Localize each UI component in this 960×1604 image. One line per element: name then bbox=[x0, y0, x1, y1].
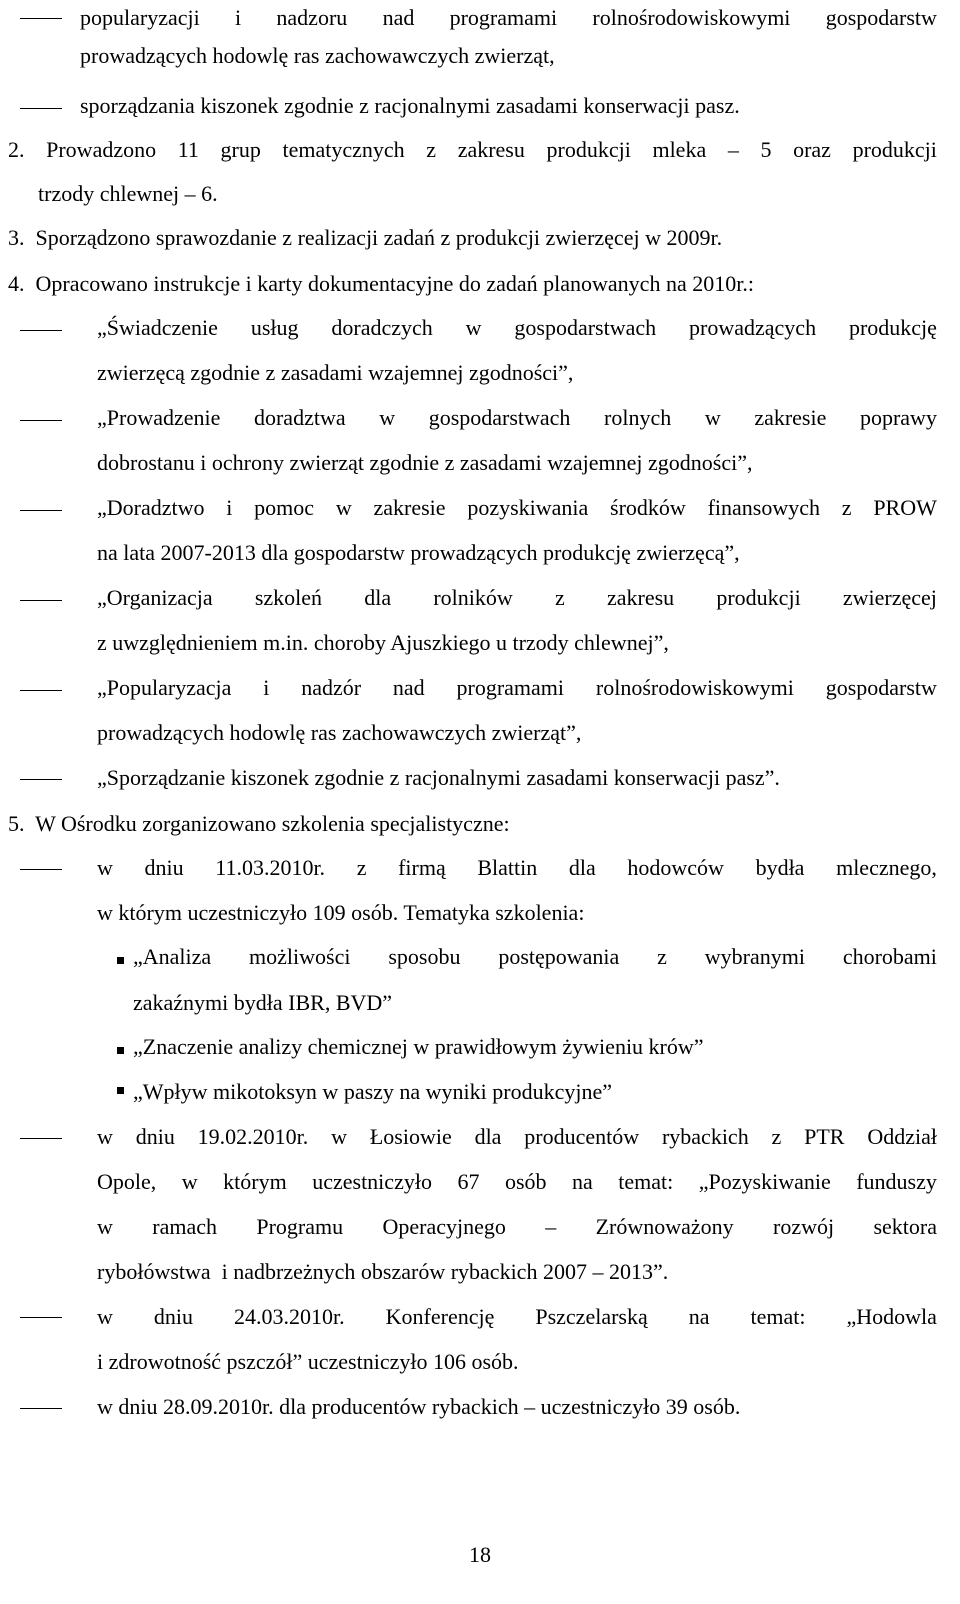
word: mlecznego, bbox=[836, 855, 937, 880]
word: produkcji bbox=[546, 137, 631, 162]
word: w bbox=[97, 1214, 113, 1239]
dash-bullet bbox=[20, 420, 62, 421]
word: PROW bbox=[873, 495, 937, 520]
word: wybranymi bbox=[704, 944, 805, 969]
word: rolnośrodowiskowymi bbox=[595, 675, 794, 700]
word: – bbox=[545, 1214, 557, 1239]
word: środków bbox=[610, 495, 686, 520]
word: temat: bbox=[618, 1169, 674, 1194]
word: dla bbox=[568, 855, 596, 880]
word: Pszczelarską bbox=[535, 1304, 648, 1329]
word: z bbox=[841, 495, 852, 520]
word: osób bbox=[504, 1169, 547, 1194]
word: produkcji bbox=[852, 137, 937, 162]
text-line: „Znaczenie analizy chemicznej w prawidłowym żywieniu krów” bbox=[133, 1034, 704, 1059]
text-line bbox=[97, 673, 937, 703]
word: dla bbox=[474, 1124, 502, 1149]
word: firmą bbox=[398, 855, 446, 880]
word: z bbox=[356, 855, 367, 880]
word: i bbox=[226, 495, 233, 520]
text-line bbox=[97, 313, 937, 343]
text-line bbox=[8, 135, 937, 165]
word: i bbox=[235, 5, 242, 30]
word: dla bbox=[364, 585, 392, 610]
word: „Prowadzenie bbox=[97, 405, 221, 430]
word: doradczych bbox=[331, 315, 433, 340]
text-line: na lata 2007-2013 dla gospodarstw prowadzących produkcję zwierzęcą”, bbox=[97, 540, 740, 565]
word: nad bbox=[392, 675, 425, 700]
word: w bbox=[97, 855, 113, 880]
word: Blattin bbox=[477, 855, 538, 880]
text-line: w którym uczestniczyło 109 osób. Tematyka szkolenia: bbox=[97, 900, 585, 925]
word: Operacyjnego bbox=[382, 1214, 506, 1239]
word: Zrównoważony bbox=[595, 1214, 734, 1239]
text-line bbox=[97, 1212, 937, 1242]
word: Opole, bbox=[97, 1169, 157, 1194]
word: zwierzęcej bbox=[842, 585, 937, 610]
word: „Analiza bbox=[133, 944, 212, 969]
word: 11.03.2010r. bbox=[215, 855, 326, 880]
word: ramach bbox=[152, 1214, 217, 1239]
word: z bbox=[771, 1124, 782, 1149]
word: nadzór bbox=[301, 675, 362, 700]
word: Łosiowie bbox=[369, 1124, 452, 1149]
word: finansowych bbox=[707, 495, 821, 520]
text-line: 4. Opracowano instrukcje i karty dokumentacyjne do zadań planowanych na 2010r.: bbox=[8, 271, 754, 296]
word: zakresie bbox=[754, 405, 827, 430]
dash-bullet bbox=[20, 1138, 62, 1139]
text-line: i zdrowotność pszczół” uczestniczyło 106 osób. bbox=[97, 1349, 519, 1374]
word: programami bbox=[449, 5, 558, 30]
word: Oddział bbox=[867, 1124, 937, 1149]
word: rolnośrodowiskowymi bbox=[592, 5, 791, 30]
word: Konferencję bbox=[385, 1304, 495, 1329]
word: dniu bbox=[153, 1304, 194, 1329]
word: produkcję bbox=[848, 315, 937, 340]
word: doradztwa bbox=[253, 405, 346, 430]
dash-bullet bbox=[20, 510, 62, 511]
text-line: trzody chlewnej – 6. bbox=[38, 181, 218, 206]
word: 11 bbox=[177, 137, 199, 162]
text-line bbox=[97, 853, 937, 883]
word: szkoleń bbox=[254, 585, 323, 610]
word: w bbox=[704, 405, 721, 430]
text-line: 5. W Ośrodku zorganizowano szkolenia specjalistyczne: bbox=[8, 811, 510, 836]
dash-bullet bbox=[20, 690, 62, 691]
word: którym bbox=[223, 1169, 287, 1194]
word: „Hodowla bbox=[846, 1304, 937, 1329]
word: popularyzacji bbox=[80, 5, 200, 30]
word: „Organizacja bbox=[97, 585, 213, 610]
dash-bullet bbox=[20, 18, 62, 19]
word: mleka bbox=[652, 137, 707, 162]
word: nadzoru bbox=[276, 5, 348, 30]
square-bullet bbox=[117, 1087, 124, 1094]
text-line: zakaźnymi bydła IBR, BVD” bbox=[133, 990, 393, 1015]
text-line: „Sporządzanie kiszonek zgodnie z racjonalnymi zasadami konserwacji pasz”. bbox=[97, 765, 780, 790]
word: tematycznych bbox=[282, 137, 405, 162]
text-line bbox=[97, 583, 937, 613]
dash-bullet bbox=[20, 330, 62, 331]
word: Programu bbox=[256, 1214, 344, 1239]
word: na bbox=[688, 1304, 710, 1329]
word: „Doradztwo bbox=[97, 495, 205, 520]
word: zakresie bbox=[373, 495, 446, 520]
word: w bbox=[379, 405, 396, 430]
word: z bbox=[657, 944, 667, 969]
text-line bbox=[97, 493, 937, 523]
word: 24.03.2010r. bbox=[234, 1304, 345, 1329]
word: 5 bbox=[760, 137, 772, 162]
word: rozwój bbox=[773, 1214, 835, 1239]
word: pozyskiwania bbox=[467, 495, 589, 520]
word: pomoc bbox=[254, 495, 315, 520]
word: producentów bbox=[524, 1124, 640, 1149]
word: gospodarstw bbox=[825, 5, 937, 30]
word: gospodarstwach bbox=[514, 315, 657, 340]
dash-bullet bbox=[20, 869, 62, 870]
word: w bbox=[335, 495, 352, 520]
word: produkcji bbox=[716, 585, 801, 610]
word: uczestniczyło bbox=[312, 1169, 432, 1194]
word: sektora bbox=[873, 1214, 937, 1239]
word: w bbox=[181, 1169, 198, 1194]
word: dniu bbox=[135, 1124, 175, 1149]
word: w bbox=[331, 1124, 348, 1149]
word: z bbox=[555, 585, 565, 610]
word: PTR bbox=[804, 1124, 845, 1149]
word: temat: bbox=[750, 1304, 806, 1329]
text-line: 3. Sporządzono sprawozdanie z realizacji zadań z produkcji zwierzęcej w 2009r. bbox=[8, 225, 723, 250]
word: rybackich bbox=[661, 1124, 749, 1149]
text-line bbox=[97, 1122, 937, 1152]
word: funduszy bbox=[856, 1169, 937, 1194]
word: „Popularyzacja bbox=[97, 675, 232, 700]
word: chorobami bbox=[842, 944, 937, 969]
word: programami bbox=[456, 675, 565, 700]
word: hodowców bbox=[627, 855, 724, 880]
text-line: „Wpływ mikotoksyn w paszy na wyniki produkcyjne” bbox=[133, 1079, 613, 1104]
word: i bbox=[263, 675, 270, 700]
text-line bbox=[97, 1167, 937, 1197]
word: w bbox=[465, 315, 482, 340]
word: na bbox=[572, 1169, 593, 1194]
word: rolnych bbox=[604, 405, 672, 430]
text-line: prowadzących hodowlę ras zachowawczych zwierząt, bbox=[80, 43, 555, 68]
word: w bbox=[97, 1304, 113, 1329]
dash-bullet bbox=[20, 1317, 62, 1318]
word: oraz bbox=[793, 137, 831, 162]
word: 2. bbox=[8, 137, 25, 162]
text-line bbox=[133, 942, 937, 972]
word: dniu bbox=[144, 855, 184, 880]
word: gospodarstwach bbox=[428, 405, 571, 430]
word: bydła bbox=[755, 855, 805, 880]
word: w bbox=[97, 1124, 113, 1149]
word: postępowania bbox=[498, 944, 620, 969]
dash-bullet bbox=[20, 1408, 62, 1409]
dash-bullet bbox=[20, 779, 62, 780]
word: „Świadczenie bbox=[97, 315, 218, 340]
word: grup bbox=[220, 137, 261, 162]
word: 67 bbox=[457, 1169, 480, 1194]
text-line: rybołówstwa i nadbrzeżnych obszarów rybackich 2007 – 2013”. bbox=[97, 1259, 669, 1284]
text-line: dobrostanu i ochrony zwierząt zgodnie z zasadami wzajemnej zgodności”, bbox=[97, 450, 753, 475]
word: „Pozyskiwanie bbox=[698, 1169, 831, 1194]
word: prowadzących bbox=[689, 315, 817, 340]
word: sposobu bbox=[388, 944, 461, 969]
text-line bbox=[97, 403, 937, 433]
text-line: prowadzących hodowlę ras zachowawczych zwierząt”, bbox=[97, 720, 582, 745]
square-bullet bbox=[117, 957, 124, 964]
word: rolników bbox=[433, 585, 513, 610]
word: możliwości bbox=[249, 944, 351, 969]
text-line: sporządzania kiszonek zgodnie z racjonalnymi zasadami konserwacji pasz. bbox=[80, 93, 740, 118]
text-line: zwierzęcą zgodnie z zasadami wzajemnej zgodności”, bbox=[97, 360, 574, 385]
word: 19.02.2010r. bbox=[197, 1124, 309, 1149]
word: – bbox=[727, 137, 739, 162]
word: zakresu bbox=[457, 137, 525, 162]
text-line bbox=[80, 3, 937, 33]
text-line bbox=[97, 1302, 937, 1332]
dash-bullet bbox=[20, 600, 62, 601]
word: zakresu bbox=[606, 585, 675, 610]
word: z bbox=[426, 137, 437, 162]
text-line: w dniu 28.09.2010r. dla producentów rybackich – uczestniczyło 39 osób. bbox=[97, 1394, 741, 1419]
dash-bullet bbox=[20, 108, 62, 109]
square-bullet bbox=[117, 1047, 124, 1054]
word: usług bbox=[250, 315, 299, 340]
word: poprawy bbox=[859, 405, 937, 430]
word: gospodarstw bbox=[825, 675, 937, 700]
text-line: z uwzględnieniem m.in. choroby Ajuszkiego u trzody chlewnej”, bbox=[97, 630, 669, 655]
page-number: 18 bbox=[469, 1542, 491, 1567]
word: Prowadzono bbox=[46, 137, 157, 162]
word: nad bbox=[382, 5, 415, 30]
